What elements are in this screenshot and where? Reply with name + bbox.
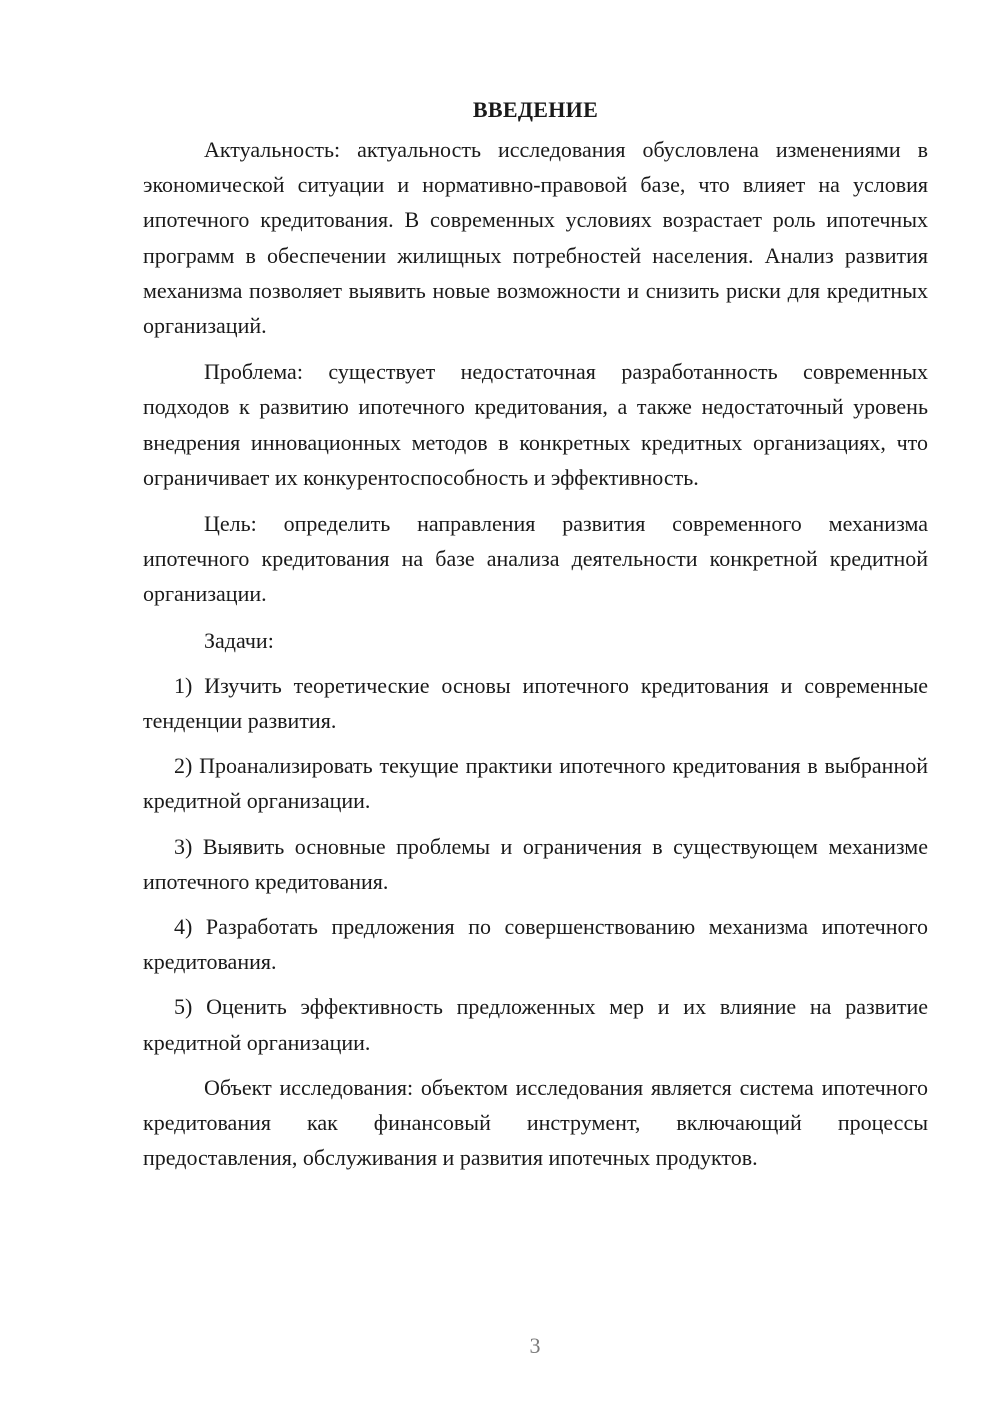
task-item-2: 2) Проанализировать текущие практики ипотечного кредитования в выбранной кредитной организации.: [143, 753, 928, 814]
relevance-paragraph: Актуальность: актуальность исследования обусловлена изменениями в экономической ситуации и нормативно-правовой базе, что влияет на условия ипотечного кредитования. В современных условиях возрастает роль ипотечных программ в обеспечении жилищных потребностей населения. Анализ развития механизма позволяет выявить новые возможности и снизить риски для кредитных организаций.: [143, 137, 928, 339]
page-number: 3: [529, 1333, 541, 1358]
task-item-1: 1) Изучить теоретические основы ипотечного кредитования и современные тенденции развития.: [143, 672, 928, 734]
goal-paragraph: Цель: определить направления развития современного механизма ипотечного кредитования на базе анализа деятельности конкретной кредитной организации.: [143, 511, 928, 607]
task-item-3: 3) Выявить основные проблемы и ограничения в существующем механизме ипотечного кредитования.: [143, 833, 928, 894]
tasks-list: [143, 668, 928, 1060]
task-item-4: 4) Разработать предложения по совершенствованию механизма ипотечного кредитования.: [143, 914, 928, 975]
tasks-label: Задачи:: [204, 627, 274, 653]
task-item-5: 5) Оценить эффективность предложенных мер и их влияние на развитие кредитной организации.: [143, 994, 928, 1055]
document-page: [143, 92, 928, 1186]
problem-paragraph: Проблема: существует недостаточная разработанность современных подходов к развитию ипотечного кредитования, а также недостаточный уровень внедрения инновационных методов в конкретных кредитных организациях, что ограничивает их конкурентоспособность и эффективность.: [143, 359, 928, 490]
object-paragraph: Объект исследования: объектом исследования является система ипотечного кредитования как финансовый инструмент, включающий процессы предоставления, обслуживания и развития ипотечных продуктов.: [143, 1074, 928, 1171]
page-title: ВВЕДЕНИЕ: [472, 97, 599, 122]
